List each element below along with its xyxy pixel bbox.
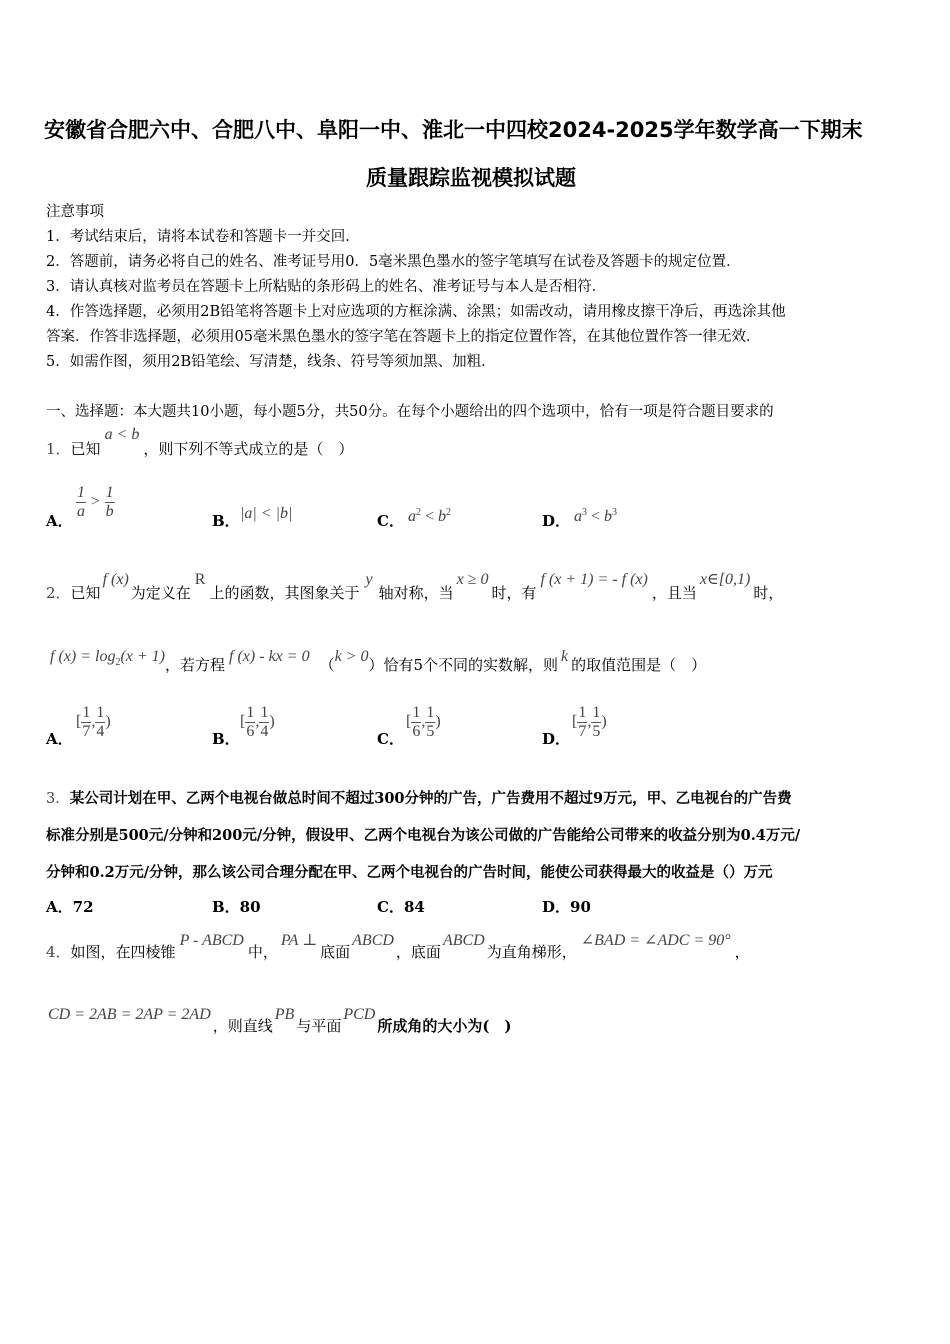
option-b-label: B．	[212, 730, 240, 748]
option-b: B．80	[212, 898, 261, 916]
question-2-line1: 2．已知f (x)为定义在R上的函数，其图象关于y轴对称，当x ≥ 0时，有f (x + 1) = - f (x)，且当x∈[0,1)时，	[46, 571, 784, 602]
option-a: A．72	[46, 898, 94, 916]
question-4-line2: CD = 2AB = 2AP = 2AD，则直线PB与平面PCD所成角的大小为( )	[48, 1006, 512, 1035]
page-title-line1: 安徽省合肥六中、合肥八中、阜阳一中、淮北一中四校2024-2025学年数学高一下期末	[44, 118, 863, 142]
question-1: 1．已知a < b，则下列不等式成立的是（ ）	[46, 426, 354, 458]
option-d-label: D．	[542, 512, 571, 530]
question-4-line1: 4．如图，在四棱锥P - ABCD中，PA ⊥底面ABCD，底面ABCD为直角梯形，∠BAD = ∠ADC = 90°，	[46, 932, 750, 961]
section-heading: 一、选择题：本大题共10小题，每小题5分，共50分。在每个小题给出的四个选项中，恰有一项是符合题目要求的	[46, 404, 774, 420]
option-d-label: D．	[542, 730, 571, 748]
option-d-math: [ $\frac{1}{7}$ , $\frac{1}{5}$ )	[572, 704, 607, 740]
option-a-math: [ $\frac{1}{7}$ , $\frac{1}{4}$ )	[76, 704, 111, 740]
option-c-label: C．	[377, 730, 404, 748]
question-3-line3: 分钟和0.2万元/分钟，那么该公司合理分配在甲、乙两个电视台的广告时间，能使公司获得最大的收益是（）万元	[46, 864, 773, 881]
page-title-line2: 质量跟踪监视模拟试题	[366, 166, 576, 190]
option-a-math: $\frac{1}{a}$ > $\frac{1}{b}$	[77, 484, 114, 520]
notes-item: 5．如需作图，须用2B铅笔绘、写清楚，线条、符号等须加黑、加粗．	[46, 354, 496, 370]
math-condition: a < b	[104, 426, 140, 443]
notes-item: 答案．作答非选择题，必须用05毫米黑色墨水的签字笔在答题卡上的指定位置作答，在其他位置作答一律无效．	[46, 329, 761, 345]
notes-heading: 注意事项	[46, 204, 104, 220]
question-3-line2: 标准分别是500元/分钟和200元/分钟，假设甲、乙两个电视台为该公司做的广告能给公司带来的收益分别为0.4万元/	[46, 827, 801, 844]
option-b-math: |a| < |b|	[240, 505, 293, 522]
question-number: 1．	[46, 440, 71, 458]
notes-item: 1．考试结束后，请将本试卷和答题卡一并交回．	[46, 229, 360, 245]
notes-item: 3．请认真核对监考员在答题卡上所粘贴的条形码上的姓名、准考证号与本人是否相符．	[46, 279, 607, 295]
option-c-label: C．	[377, 512, 404, 530]
option-c-math: $a^2 < b^2$	[408, 507, 452, 525]
question-3-line1: 3．某公司计划在甲、乙两个电视台做总时间不超过300分钟的广告，广告费用不超过9万元，甲、乙电视台的广告费	[46, 790, 792, 807]
question-2-line2: f $(x) = \log_2(x + 1)$，若方程 f (x) - kx = 0 （k > 0）恰有5个不同的实数解，则 k 的取值范围是（ ）	[50, 648, 707, 674]
option-d-math: $a^3 < b^3$	[574, 507, 618, 525]
option-a-label: A．	[46, 512, 73, 530]
option-b-label: B．	[212, 512, 240, 530]
notes-item: 4．作答选择题，必须用2B铅笔将答题卡上对应选项的方框涂满、涂黑；如需改动，请用橡皮擦干净后，再选涂其他	[46, 304, 786, 320]
option-d: D．90	[542, 898, 591, 916]
option-a-label: A．	[46, 730, 73, 748]
option-c: C．84	[377, 898, 425, 916]
option-c-math: [ $\frac{1}{6}$ , $\frac{1}{5}$ )	[406, 704, 441, 740]
option-b-math: [ $\frac{1}{6}$ , $\frac{1}{4}$ )	[240, 704, 275, 740]
notes-item: 2．答题前，请务必将自己的姓名、准考证号用0．5毫米黑色墨水的签字笔填写在试卷及答题卡的规定位置．	[46, 254, 741, 270]
